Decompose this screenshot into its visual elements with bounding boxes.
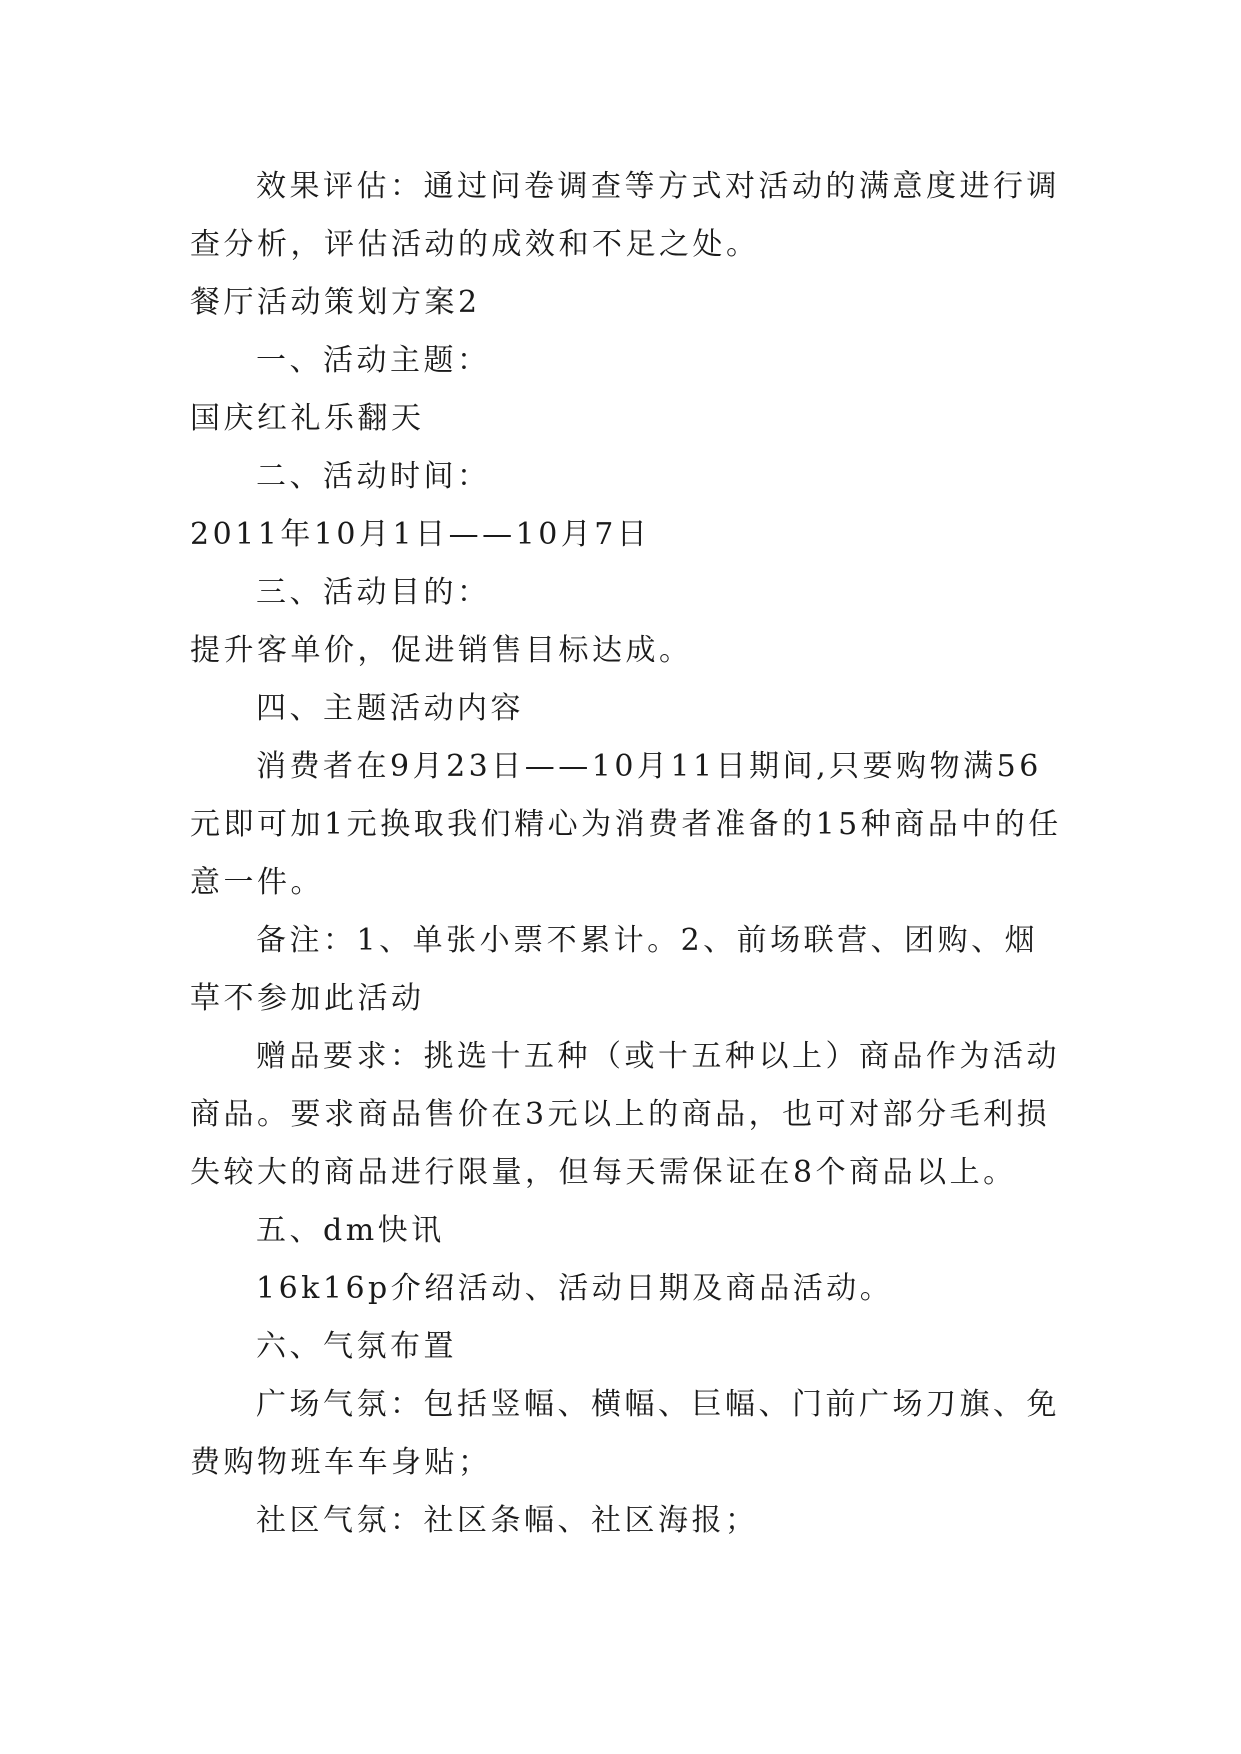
paragraph-square-atmosphere: 广场气氛：包括竖幅、横幅、巨幅、门前广场刀旗、免费购物班车车身贴； [190, 1387, 1060, 1480]
activity-time-value: 2011年10月1日——10月7日 [190, 517, 651, 552]
heading-activity-theme: 一、活动主题： [256, 343, 491, 378]
activity-theme-value: 国庆红礼乐翻天 [190, 401, 425, 436]
heading-atmosphere: 六、气氛布置 [256, 1329, 457, 1364]
activity-purpose-value: 提升客单价，促进销售目标达成。 [190, 633, 693, 668]
document-body [190, 158, 1062, 1550]
heading-activity-content: 四、主题活动内容 [256, 691, 524, 726]
paragraph-community-atmosphere: 社区气氛：社区条幅、社区海报； [256, 1503, 759, 1538]
heading-activity-time: 二、活动时间： [256, 459, 491, 494]
paragraph-notes: 备注：1、单张小票不累计。2、前场联营、团购、烟草不参加此活动 [190, 923, 1039, 1016]
section-title-plan-2: 餐厅活动策划方案2 [190, 285, 481, 320]
heading-activity-purpose: 三、活动目的： [256, 575, 491, 610]
paragraph-gift-requirements: 赠品要求：挑选十五种（或十五种以上）商品作为活动商品。要求商品售价在3元以上的商品，也可对部分毛利损失较大的商品进行限量，但每天需保证在8个商品以上。 [190, 1039, 1060, 1190]
paragraph-activity-content: 消费者在9月23日——10月11日期间,只要购物满56元即可加1元换取我们精心为消费者准备的15种商品中的任意一件。 [190, 749, 1062, 900]
paragraph-effect-evaluation: 效果评估：通过问卷调查等方式对活动的满意度进行调查分析，评估活动的成效和不足之处。 [190, 169, 1060, 262]
heading-dm-flyer: 五、dm快讯 [256, 1213, 445, 1248]
paragraph-dm-flyer: 16k16p介绍活动、活动日期及商品活动。 [256, 1271, 894, 1306]
